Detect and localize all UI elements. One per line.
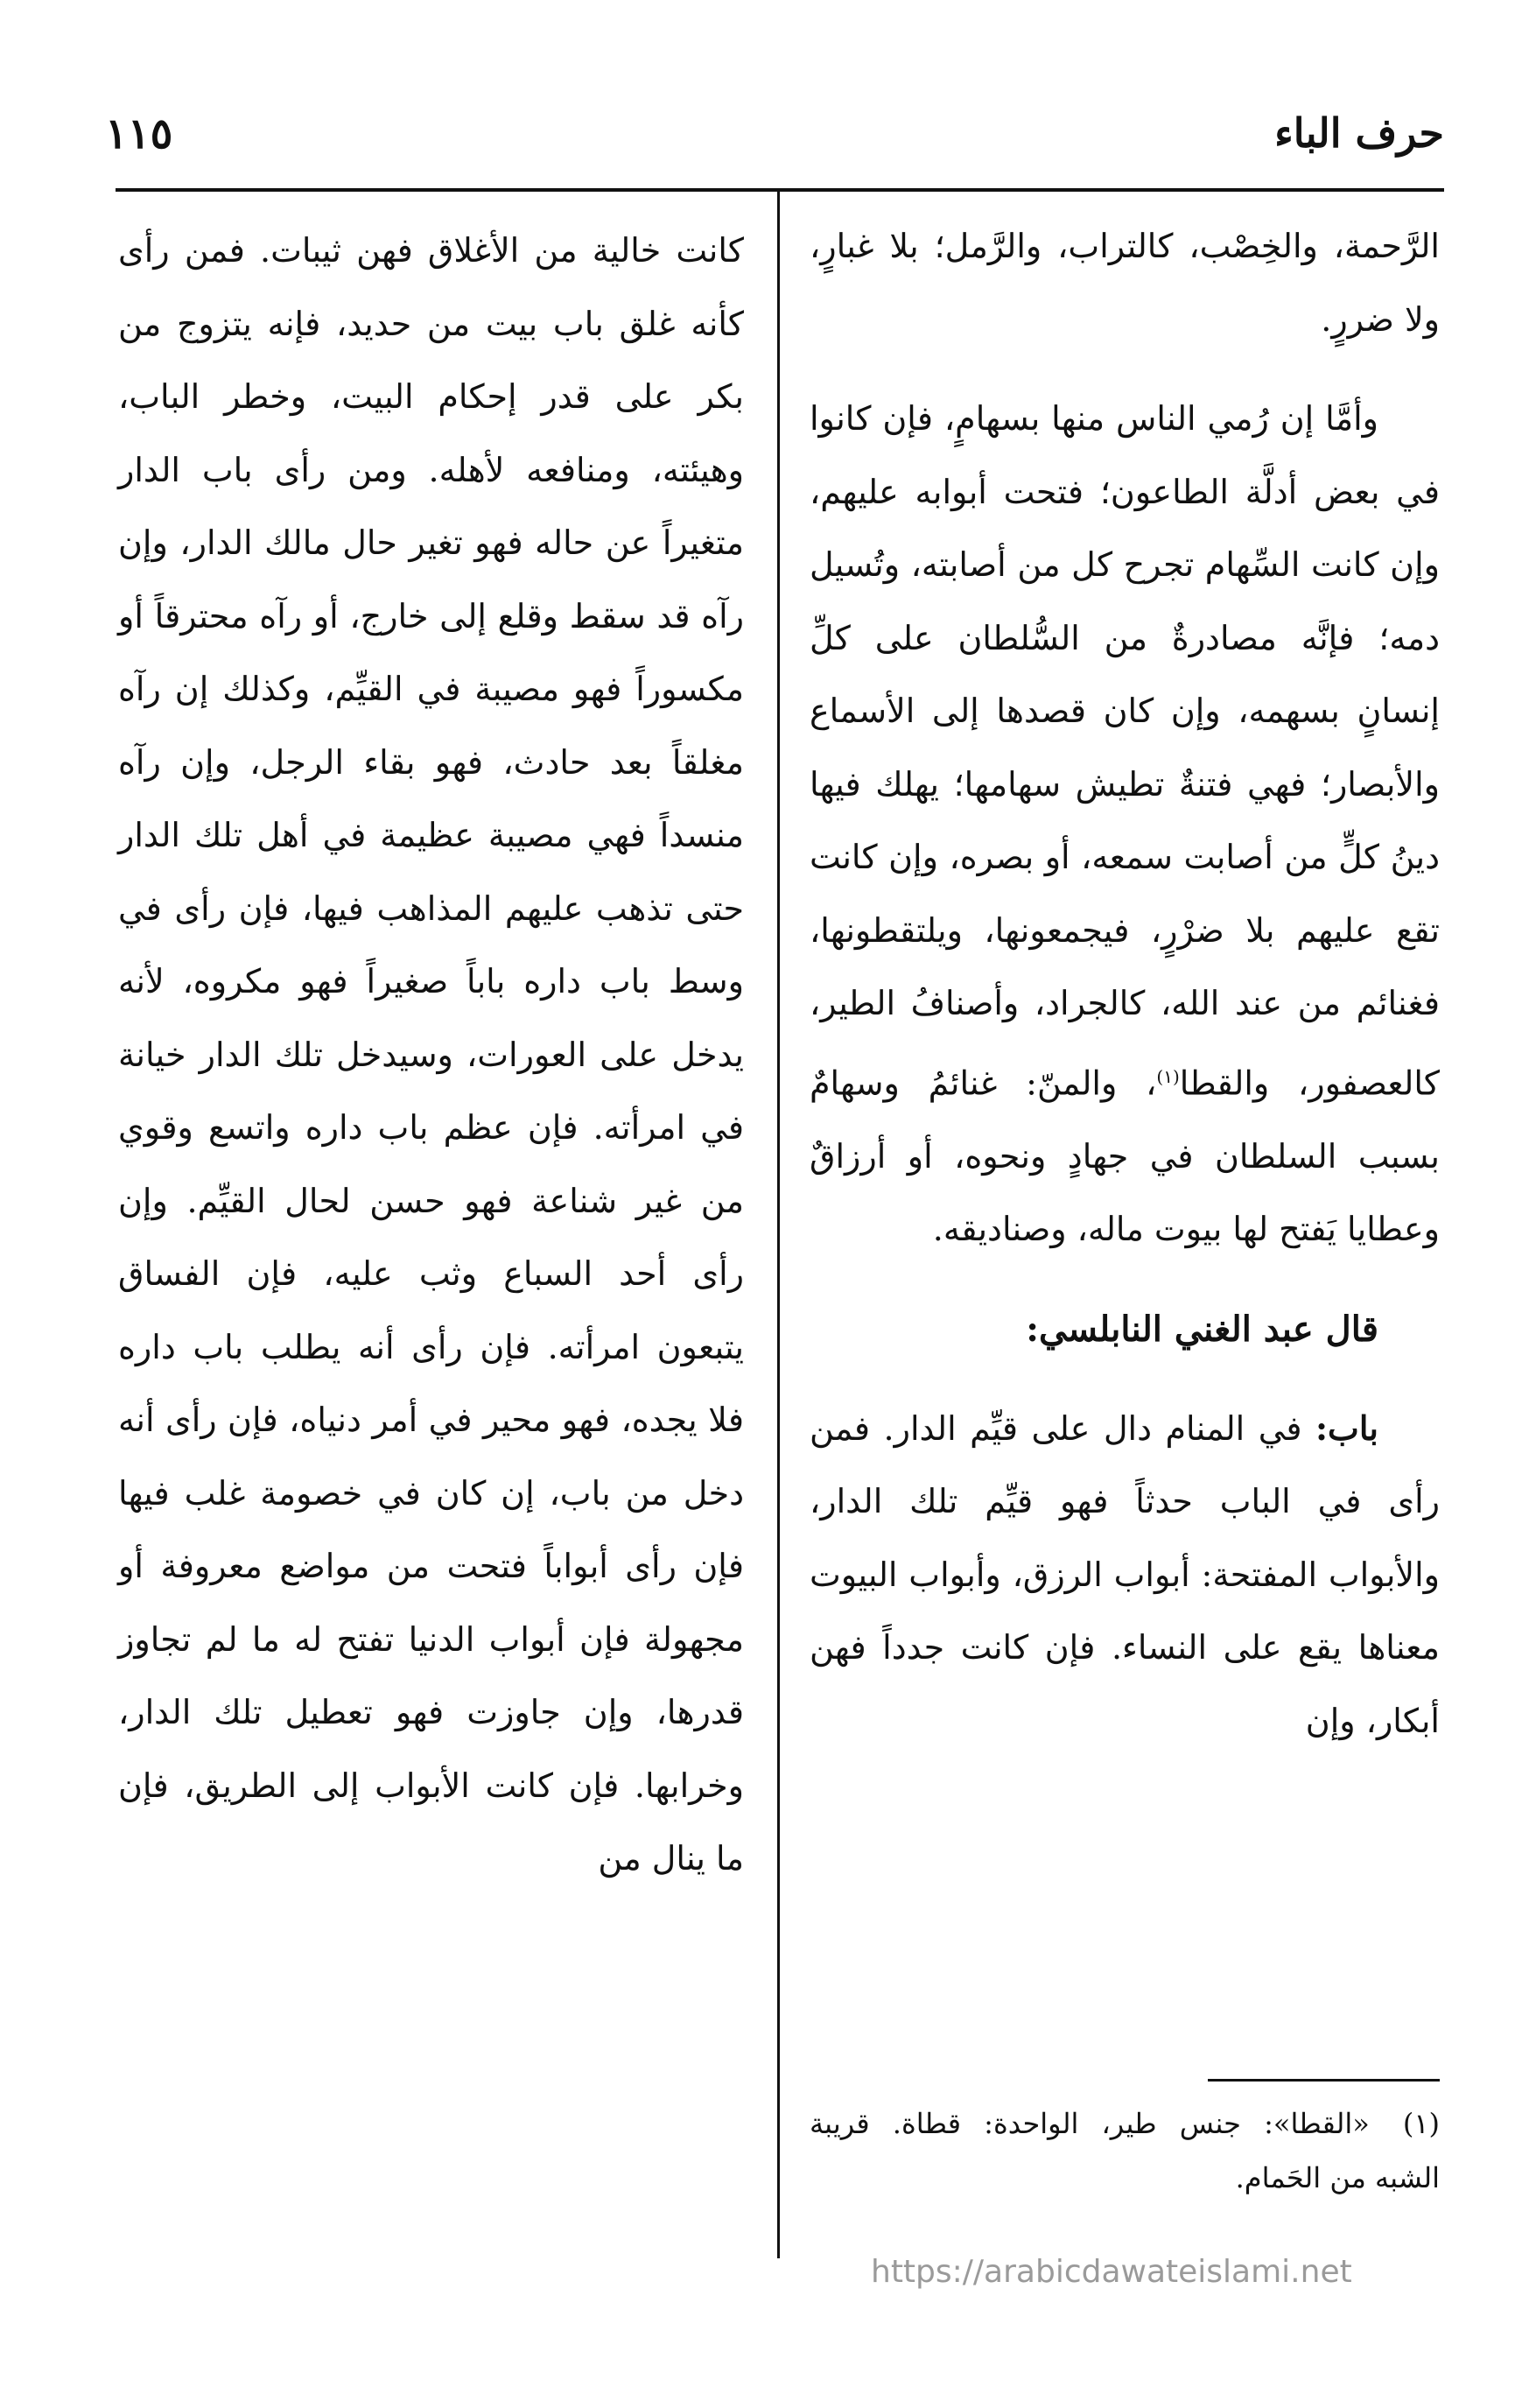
entry-keyword: باب: <box>1315 1408 1378 1448</box>
footnote-reference[interactable]: (١) <box>1156 1065 1180 1087</box>
column-divider <box>777 188 780 2258</box>
footnote-text: «القطا»: جنس طير، الواحدة: قطاة. قريبة الشبه من الحَمام. <box>810 2107 1440 2194</box>
watermark-url: https://arabicdawateislami.net <box>871 2254 1352 2290</box>
footnote-marker: (١) <box>1402 2107 1440 2140</box>
paragraph-2-tail: ، والمنّ: غنائمُ وسهامٌ بسبب السلطان في جهادٍ ونحوه، أو أرزاقٌ وعطايا يَفتح لها بيوت ماله، وصناديقه. <box>810 1064 1440 1249</box>
paragraph-3-body: في المنام دال على قيِّم الدار. فمن رأى في الباب حدثاً فهو قيِّم تلك الدار، والأبواب المفتحة: أبواب الرزق، وأبواب البيوت معناها يقع على النساء. فإن كانت جدداً فهن أبكار، وإن <box>810 1408 1440 1740</box>
paragraph-gap <box>810 356 1440 383</box>
paragraph-2 <box>810 383 1440 1267</box>
left-column <box>118 214 744 1896</box>
running-head: حرف الباء <box>1274 109 1444 157</box>
page-number: ١١٥ <box>105 109 173 158</box>
paragraph-3 <box>810 1392 1440 1759</box>
paragraph-2-body: وأمَّا إن رُمي الناس منها بسهامٍ، فإن كانوا في بعض أدلَّة الطاعون؛ فتحت أبوابه عليهم، وإن كانت السِّهام تجرح كل من أصابته، وتُسيل دمه؛ فإنَّه مصادرةٌ من السُّلطان على كلِّ إنسانٍ بسهمه، وإن كان قصدها إلى الأسماع والأبصار؛ فهي فتنةٌ تطيش سهامها؛ يهلك فيها دينُ كلٍّ من أصابت سمعه، أو بصره، وإن كانت تقع عليهم بلا ضرْرٍ، فيجمعونها، ويلتقطونها، فغنائم من عند الله، كالجراد، وأصنافُ الطير، كالعصفور، والقطا <box>810 399 1441 1103</box>
paragraph-1: الرَّحمة، والخِصْب، كالتراب، والرَّمل؛ بلا غبارٍ، ولا ضررٍ. <box>810 227 1440 339</box>
left-column-text: كانت خالية من الأغلاق فهن ثيبات. فمن رأى كأنه غلق باب بيت من حديد، فإنه يتزوج من بكر على قدر إحكام البيت، وخطر الباب، وهيئته، ومنافعه لأهله. ومن رأى باب الدار متغيراً عن حاله فهو تغير حال مالك الدار، وإن رآه قد سقط وقلع إلى خارج، أو رآه محترقاً أو مكسوراً فهو مصيبة في القيِّم، وكذلك إن رآه مغلقاً بعد حادث، فهو بقاء الرجل، وإن رآه منسداً فهي مصيبة عظيمة في أهل تلك الدار حتى تذهب عليهم المذاهب فيها، فإن رأى في وسط باب داره باباً صغيراً فهو مكروه، لأنه يدخل على العورات، وسيدخل تلك الدار خيانة في امرأته. فإن عظم باب داره واتسع وقوي من غير شناعة فهو حسن لحال القيِّم. وإن رأى أحد السباع وثب عليه، فإن الفساق يتبعون امرأته. فإن رأى أنه يطلب باب داره فلا يجده، فهو محير في أمر دنياه، فإن رأى أنه دخل من باب، إن كان في خصومة غلب فيها فإن رأى أبواباً فتحت من مواضع معروفة أو مجهولة فإن أبواب الدنيا تفتح له ما لم تجاوز قدرها، وإن جاوزت فهو تعطيل تلك الدار، وخرابها. فإن كانت الأبواب إلى الطريق، فإن ما ينال من <box>118 231 744 1878</box>
section-heading: قال عبد الغني النابلسي: <box>1026 1308 1378 1350</box>
footnote-rule <box>1208 2079 1440 2082</box>
header-rule <box>116 188 1444 192</box>
right-column <box>810 210 1440 1758</box>
footnote <box>810 2096 1440 2205</box>
page-header <box>105 109 1444 179</box>
